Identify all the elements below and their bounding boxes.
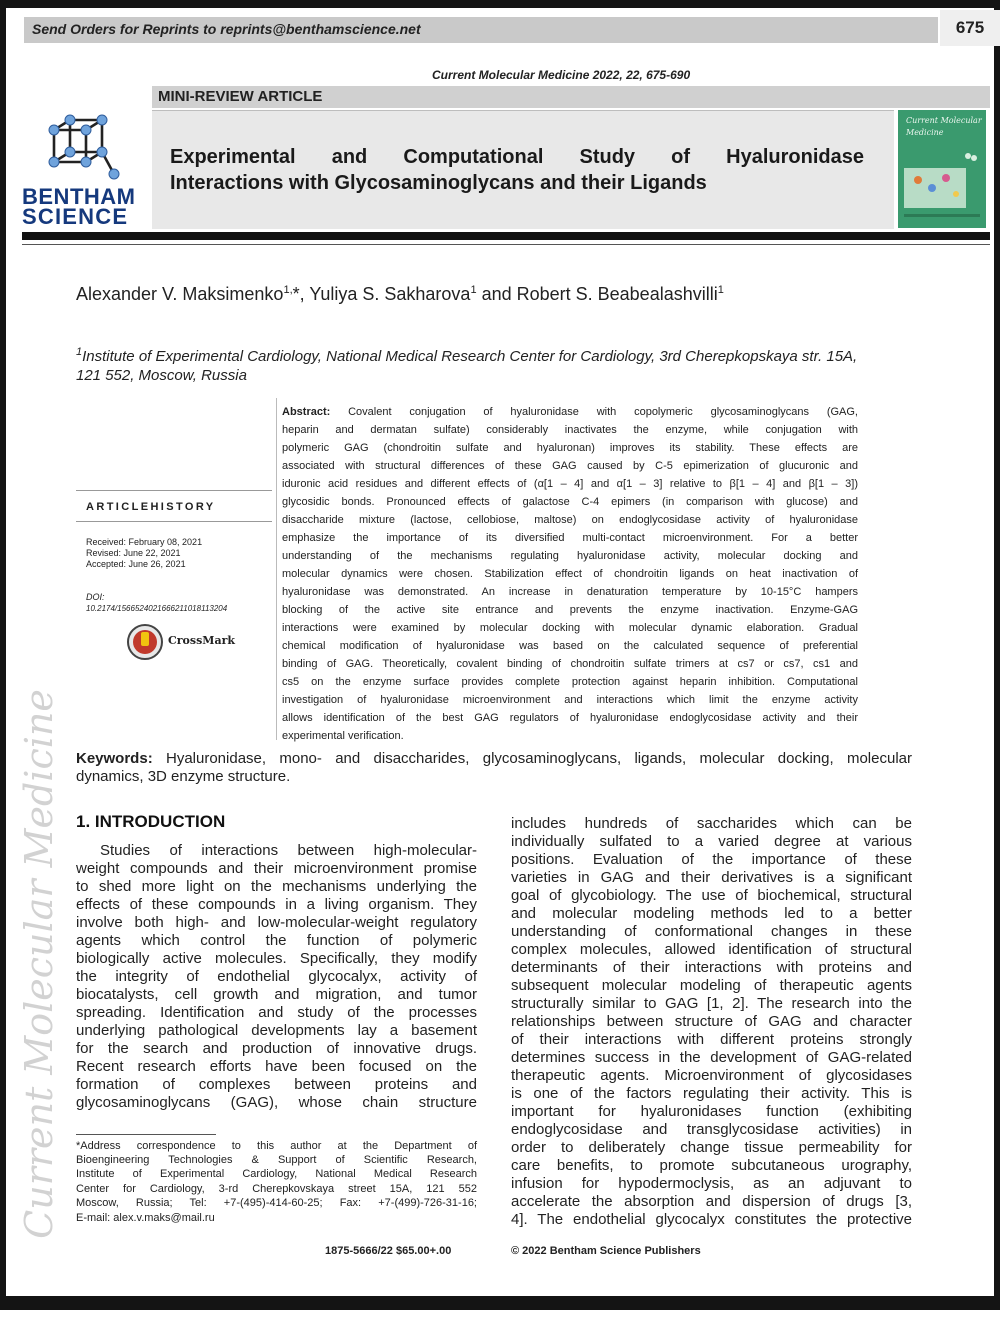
frame-left bbox=[0, 0, 6, 1310]
intro-right-line: goal of glycobiology. The use of biochemical, structural bbox=[511, 887, 912, 904]
intro-right-line: subsequent molecular modeling of therapeutic agents bbox=[511, 977, 912, 994]
intro-left-line: Recent research efforts have been focused on the bbox=[76, 1058, 477, 1075]
article-history-title: ARTICLEHISTORY bbox=[86, 501, 216, 513]
intro-right-line: therapeutic agents. Microenvironment of glycosidases bbox=[511, 1067, 912, 1084]
abstract-line: Abstract: Covalent conjugation of hyaluronidase with copolymeric glycosaminoglycans (GAG, bbox=[282, 406, 858, 418]
abstract-line: blocking of the active site entrance and prevents the enzyme inactivation. Enzyme-GAG bbox=[282, 604, 858, 616]
frame-top bbox=[0, 0, 1000, 8]
header-rule-thin bbox=[22, 244, 990, 245]
abstract-line: cs5 on the enzyme surface provides complete protection against heparin inhibition. Computational bbox=[282, 676, 858, 688]
intro-left-line: biologically active molecules. Specifically, they modify bbox=[76, 950, 477, 967]
intro-right-line: determines success in the development of GAG-related bbox=[511, 1049, 912, 1066]
intro-left-line: for the search and production of innovative drugs. bbox=[76, 1040, 477, 1057]
crossmark-label[interactable]: CrossMark bbox=[168, 634, 235, 647]
journal-citation: Current Molecular Medicine 2022, 22, 675-690 bbox=[432, 68, 691, 82]
abstract-line: chemical modification of hyaluronidase was based on the calculated sequence of preferential bbox=[282, 640, 858, 652]
footnote-line: *Address correspondence to this author at the Department of bbox=[76, 1140, 477, 1152]
title-box bbox=[152, 110, 894, 229]
intro-right-line: order to deliberately change tissue permeability for bbox=[511, 1139, 912, 1156]
footnote-line: Center for Cardiology, 3-rd Cherepkovskaya street 15A, 121 552 bbox=[76, 1183, 477, 1195]
intro-left-line: to shed more light on the mechanisms underlying the bbox=[76, 878, 477, 895]
intro-left-line: effects of these compounds in a living organism. They bbox=[76, 896, 477, 913]
doi-label: DOI: bbox=[86, 592, 105, 602]
cover-title-line1: Current Molecular bbox=[906, 116, 982, 125]
intro-left-line: formation of complexes between proteins and bbox=[76, 1076, 477, 1093]
journal-cover-thumbnail bbox=[898, 110, 986, 228]
footnote-line: Moscow, Russia; Tel: +7-(495)-414-60-25; Fax: +7-(499)-726-31-16; bbox=[76, 1197, 477, 1209]
history-rule-bottom bbox=[76, 521, 272, 522]
abstract-line: interactions were examined by molecular docking with molecular dynamic elaboration. Gradual bbox=[282, 622, 858, 634]
intro-left-line: spreading. Identification and study of the processes bbox=[76, 1004, 477, 1021]
article-title-line1: Experimental and Computational Study of Hyaluronidase bbox=[170, 146, 864, 168]
footnote-rule bbox=[76, 1134, 216, 1135]
cover-art-icon bbox=[898, 110, 986, 228]
intro-right-line: relationships between structure of GAG and character bbox=[511, 1013, 912, 1030]
author-affiliation-mark: 1 bbox=[717, 284, 724, 296]
abstract-label: Abstract: bbox=[282, 406, 331, 418]
intro-left-line: Studies of interactions between high-molecular- bbox=[100, 842, 477, 859]
accepted-date: Accepted: June 26, 2021 bbox=[86, 559, 186, 569]
frame-right bbox=[994, 0, 1000, 1310]
reprint-notice: Send Orders for Reprints to reprints@benthamscience.net bbox=[32, 21, 421, 37]
abstract-line: iduronic acid residues and different effects of (α[1 – 4] and α[1 – 3] relative to β[1 – 4] and β[1 – 3]) bbox=[282, 478, 858, 490]
intro-right-line: varieties in GAG and their derivatives is a significant bbox=[511, 869, 912, 886]
intro-left-line: involve both high- and low-molecular-weight regulatory bbox=[76, 914, 477, 931]
intro-left-line: agents which control the function of polymeric bbox=[76, 932, 477, 949]
intro-left-line: glycosaminoglycans (GAG), whose chain structure bbox=[76, 1094, 477, 1111]
cover-title-line2: Medicine bbox=[906, 128, 944, 137]
journal-watermark: Current Molecular Medicine bbox=[17, 689, 61, 1239]
intro-right-line: 4]. The endothelial glycocalyx constitutes the protective bbox=[511, 1211, 912, 1228]
intro-right-line: and molecular modeling methods led to a better bbox=[511, 905, 912, 922]
affiliation bbox=[76, 343, 876, 385]
author-separator: *, bbox=[292, 284, 310, 304]
crossmark-icon[interactable] bbox=[126, 623, 164, 661]
intro-left-line: the integrity of endothelial glycocalyx, activity of bbox=[76, 968, 477, 985]
abstract-line: understanding of the mechanisms regulating hyaluronidase activity, molecular docking and bbox=[282, 550, 858, 562]
copyright: © 2022 Bentham Science Publishers bbox=[511, 1245, 701, 1257]
keywords-line: Keywords: Hyaluronidase, mono- and disaccharides, glycosaminoglycans, ligands, molecular docking, molecular bbox=[76, 750, 912, 767]
author-separator: and bbox=[476, 284, 517, 304]
brand-name-line1: BENTHAM bbox=[22, 184, 136, 209]
footnote-line: Bioengineering Technologies & Support of Scientific Research, bbox=[76, 1154, 477, 1166]
keywords-label: Keywords: bbox=[76, 750, 153, 767]
intro-right-line: of their interactions with different proteins strongly bbox=[511, 1031, 912, 1048]
bentham-logo-icon bbox=[40, 112, 120, 184]
sidebar-divider bbox=[276, 398, 277, 740]
article-type: MINI-REVIEW ARTICLE bbox=[158, 88, 323, 105]
revised-date: Revised: June 22, 2021 bbox=[86, 548, 181, 558]
abstract-line: disaccharide mixture (lactose, cellobiose, maltose) on endoglycosidase activity of hyaluronidase bbox=[282, 514, 858, 526]
author-affiliation-mark: 1 bbox=[470, 284, 477, 296]
abstract-line: heparin and dermatan sulfate) considerably inactivates the enzyme, while conjugation with bbox=[282, 424, 858, 436]
intro-left-line: underlying pathological developments lay a basement bbox=[76, 1022, 477, 1039]
intro-right-line: understanding of conformational changes in these bbox=[511, 923, 912, 940]
affiliation-mark: 1 bbox=[76, 346, 83, 358]
intro-right-line: positions. Evaluation of the importance of these bbox=[511, 851, 912, 868]
abstract-line: glycosidic bonds. Pronounced effects of galactose C-4 epimers (in comparison with glucose) and bbox=[282, 496, 858, 508]
author-name: Robert S. Beabealashvilli bbox=[516, 284, 718, 304]
intro-right-line: endoglycosidase and transglycosidase activities) in bbox=[511, 1121, 912, 1138]
issn-price: 1875-5666/22 $65.00+.00 bbox=[325, 1245, 452, 1257]
article-title-line2: Interactions with Glycosaminoglycans and their Ligands bbox=[170, 172, 707, 194]
author-list bbox=[76, 284, 724, 305]
page-number: 675 bbox=[940, 10, 1000, 46]
abstract-line: associated with structural differences of these GAG caused by C-5 epimerization of glucuronic and bbox=[282, 460, 858, 472]
brand-name-line2: SCIENCE bbox=[22, 204, 129, 229]
intro-right-line: is one of the factors regulating their activity. This is bbox=[511, 1085, 912, 1102]
doi-link[interactable]: 10.2174/1566524021666211018113204 bbox=[86, 604, 228, 613]
abstract-line: emphasize the importance of its diversified multi-contact microenvironment. For a better bbox=[282, 532, 858, 544]
abstract-line: binding of GAG. Theoretically, covalent binding of chondroitin sulfate trimers at cs7 or cs7, cs1 and bbox=[282, 658, 858, 670]
keywords-line: dynamics, 3D enzyme structure. bbox=[76, 768, 291, 785]
intro-right-line: accelerate the absorption and dispersion of drugs [3, bbox=[511, 1193, 912, 1210]
abstract-line: hyaluronidase was demonstrated. An increase in denaturation temperature by 10-15°C hampers bbox=[282, 586, 858, 598]
intro-right-line: structurally similar to GAG [1, 2]. The research into the bbox=[511, 995, 912, 1012]
section-heading: 1. INTRODUCTION bbox=[76, 812, 226, 831]
intro-right-line: important for hyaluronidases function (exhibiting bbox=[511, 1103, 912, 1120]
author-affiliation-mark: 1, bbox=[283, 284, 293, 296]
intro-left-line: biocatalysts, cell growth and migration, and tumor bbox=[76, 986, 477, 1003]
footnote-line: Institute of Experimental Cardiology, National Medical Research bbox=[76, 1168, 477, 1180]
abstract-line: molecular dynamics were chosen. Stabilization effect of chondroitin ligands on heat inactivation of bbox=[282, 568, 858, 580]
intro-right-line: care benefits, to promote subcutaneous urography, bbox=[511, 1157, 912, 1174]
header-rule-thick bbox=[22, 232, 990, 240]
abstract-line: investigation of hyaluronidase microenvironment and interactions which limit the enzyme activity bbox=[282, 694, 858, 706]
abstract-line: allows identification of the best GAG regulators of hyaluronidase endoglycosidase activity and their bbox=[282, 712, 858, 724]
intro-left-line: weight compounds and their microenvironment promise bbox=[76, 860, 477, 877]
intro-right-line: determinants of their interactions with proteins and bbox=[511, 959, 912, 976]
intro-right-line: infusion for hypodermoclysis, as an adjuvant to bbox=[511, 1175, 912, 1192]
history-rule-top bbox=[76, 490, 272, 491]
affiliation-text: Institute of Experimental Cardiology, National Medical Research Center for Cardiology, 3rd Cherepkopskaya str. 15A, 121 552, Moscow, Russia bbox=[76, 348, 858, 384]
intro-right-line: individually sulfated to a varied degree at various bbox=[511, 833, 912, 850]
frame-bottom bbox=[0, 1296, 1000, 1310]
abstract-line: polymeric GAG (chondroitin sulfate and hyaluronan) improves its stability. These effects are bbox=[282, 442, 858, 454]
abstract-line: experimental verification. bbox=[282, 730, 404, 742]
author-name: Alexander V. Maksimenko bbox=[76, 284, 284, 304]
intro-right-line: complex molecules, allowed identification of structural bbox=[511, 941, 912, 958]
intro-right-line: includes hundreds of saccharides which can be bbox=[511, 815, 912, 832]
footnote-email: E-mail: alex.v.maks@mail.ru bbox=[76, 1212, 215, 1224]
received-date: Received: February 08, 2021 bbox=[86, 537, 203, 547]
author-name: Yuliya S. Sakharova bbox=[309, 284, 471, 304]
